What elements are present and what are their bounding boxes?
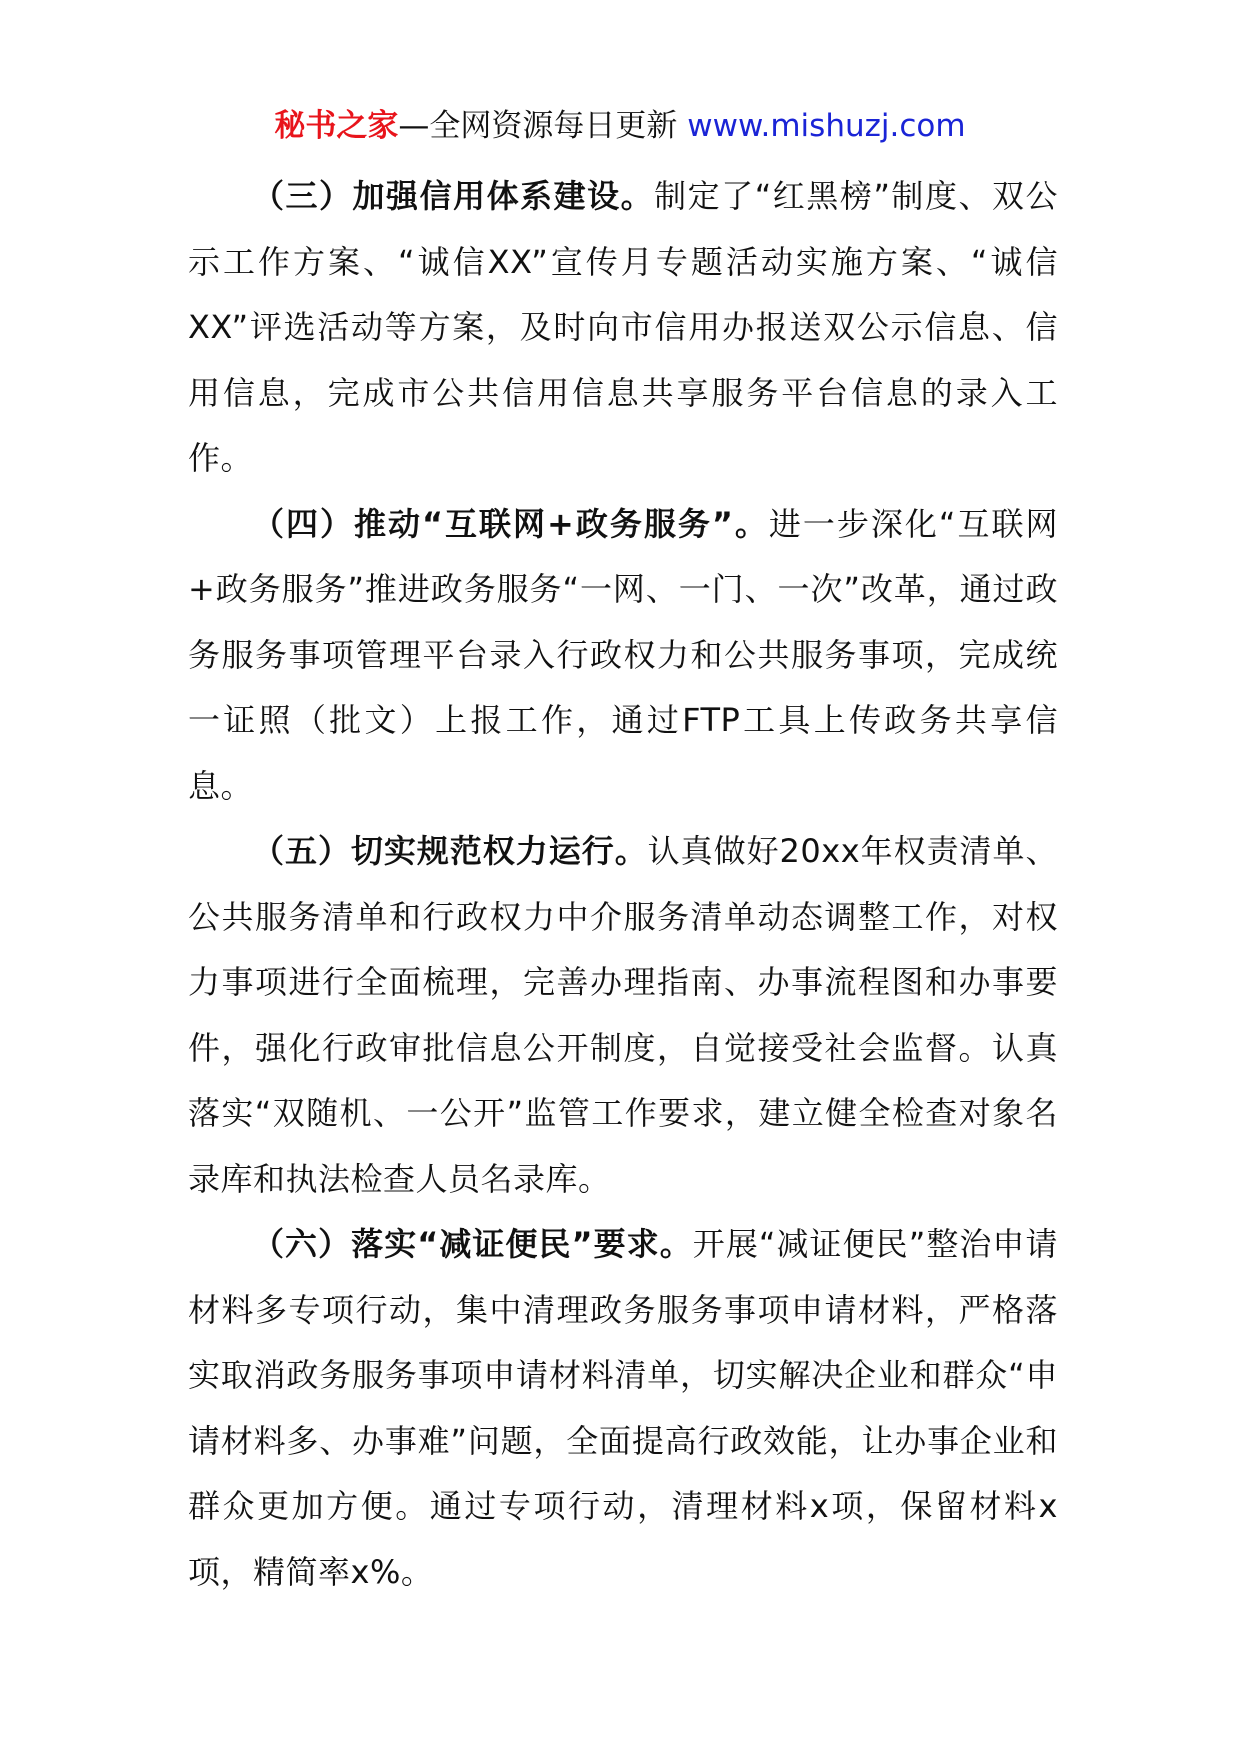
paragraph-heading: （四）推动“互联网+政务服务”。 [252, 504, 769, 543]
paragraph-internet-services [188, 492, 1058, 820]
document-body [188, 164, 1058, 1605]
paragraph-heading: （三）加强信用体系建设。 [252, 177, 655, 215]
header-brand: 秘书之家 [274, 108, 399, 144]
paragraph-credit-system [188, 164, 1058, 492]
header-tagline: —全网资源每日更新 [398, 108, 688, 144]
paragraph-text: 开展“减证便民”整治申请材料多专项行动，集中清理政务服务事项申请材料，严格落实取消政务服务事项申请材料清单，切实解决企业和群众“申请材料多、办事难”问题，全面提高行政效能，让办事企业和群众更加方便。通过专项行动，清理材料x项，保留材料x项，精简率x%。 [188, 1225, 1058, 1591]
paragraph-heading: （六）落实“减证便民”要求。 [252, 1225, 693, 1263]
paragraph-power-operation [188, 819, 1058, 1212]
paragraph-text: 进一步深化“互联网+政务服务”推进政务服务“一网、一门、一次”改革，通过政务服务事项管理平台录入行政权力和公共服务事项，完成统一证照（批文）上报工作，通过FTP工具上传政务共享信息。 [188, 504, 1058, 805]
paragraph-heading: （五）切实规范权力运行。 [252, 832, 648, 870]
paragraph-text: 认真做好20xx年权责清单、公共服务清单和行政权力中介服务清单动态调整工作，对权力事项进行全面梳理，完善办理指南、办事流程图和办事要件，强化行政审批信息公开制度，自觉接受社会监督。认真落实“双随机、一公开”监管工作要求，建立健全检查对象名录库和执法检查人员名录库。 [188, 832, 1058, 1198]
paragraph-text: 制定了“红黑榜”制度、双公示工作方案、“诚信XX”宣传月专题活动实施方案、“诚信XX”评选活动等方案，及时向市信用办报送双公示信息、信用信息，完成市公共信用信息共享服务平台信息的录入工作。 [188, 177, 1058, 477]
paragraph-reduce-certificates [188, 1212, 1058, 1605]
header-url-link[interactable]: www.mishuzj.com [687, 108, 966, 144]
page-header [0, 104, 1240, 148]
